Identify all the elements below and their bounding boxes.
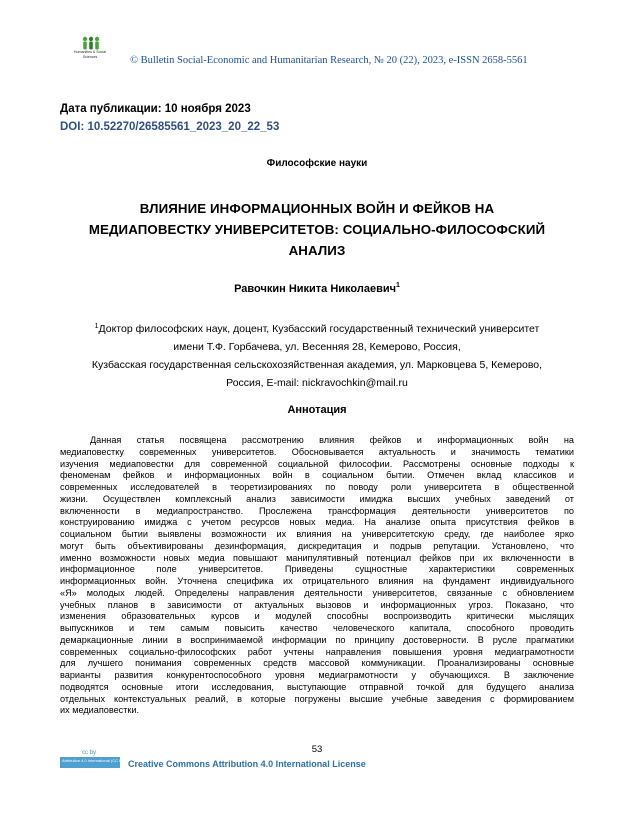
abstract-line: конструированию имиджа с учетом ресурсов новых медиа. На анализе опыта присутствия фейков в — [60, 517, 574, 528]
abstract-line: демаркационные линии в воспринимаемой информации по принципу достоверности. В русле прагматики — [60, 634, 574, 645]
abstract-line: для лучшего понимания современных средств массовой коммуникации. Проанализированы основные — [60, 658, 574, 669]
page-number: 53 — [311, 744, 323, 755]
abstract-line: подводятся основные итоги исследования, выступающие отправной точкой для будущего анализа — [60, 681, 574, 692]
abstract-line: выпускников и тем самым повысить качество человеческого капитала, способного проводить — [60, 623, 574, 633]
abstract-line: изучения медиаповестки для современной социальной философии. Рассмотрены основные подходы к — [60, 458, 574, 469]
abstract-line: «Я» молодых людей. Определены направления деятельности университетов, связанные с обновлением — [60, 587, 574, 598]
section-heading: Философские науки — [266, 158, 368, 169]
affiliation — [60, 318, 574, 392]
title-line: АНАЛИЗ — [288, 243, 346, 258]
title-line: ВЛИЯНИЕ ИНФОРМАЦИОННЫХ ВОЙН И ФЕЙКОВ НА — [139, 201, 495, 216]
journal-logo — [60, 36, 120, 72]
abstract-line: феноменам фейков и информационных войн в социальном бытии. Отмечен вклад классиков и — [60, 470, 574, 481]
author-name — [0, 282, 634, 295]
abstract-line: включенности в медиапространство. Прослежена трансформация деятельности университетов по — [60, 505, 574, 516]
article-title — [60, 198, 574, 261]
abstract-line: медиаповестку современных университетов. Обосновывается актуальность и значимость тематики — [60, 446, 574, 457]
abstract-line: изменения образовательных курсов и модулей способны воспроизводить критически мыслящих — [60, 611, 574, 622]
abstract-body — [60, 435, 574, 717]
journal-header: © Bulletin Social-Economic and Humanitarian Research, № 20 (22), 2023, e-ISSN 2658-5561 — [130, 55, 528, 66]
abstract-line: информационное поле университетов. Приведены сущностные характеристики современных — [60, 564, 574, 575]
abstract-line: их медиаповестки. — [60, 705, 140, 716]
affiliation-line: Кузбасская государственная сельскохозяйственная академия, ул. Марковцева 5, Кемерово, — [91, 359, 543, 371]
title-line: МЕДИАПОВЕСТКУ УНИВЕРСИТЕТОВ: СОЦИАЛЬНО-ФИЛОСОФСКИЙ — [88, 222, 546, 237]
logo-caption-1: Humanities & Social — [73, 50, 107, 54]
doi-link[interactable]: DOI: 10.52270/26585561_2023_20_22_53 — [60, 121, 280, 133]
abstract-line: отдельных контекстуальных реалий, в которые погружены высшие учебные заведения с формированием — [60, 693, 574, 704]
abstract-line: учебных планов в зависимости от актуальных вызовов и информационных угроз. Показано, что — [60, 599, 574, 610]
author-name-text: Равочкин Никита Николаевич — [234, 283, 396, 295]
affiliation-line: $^1$Доктор философских наук, доцент, Кузбасский государственный технический университет — [94, 323, 540, 335]
author-mark: 1 — [396, 282, 400, 289]
people-icon — [75, 36, 105, 50]
abstract-line: современных исследователей в теоретизированиях по поводу роли университета в общественной — [60, 482, 574, 492]
abstract-line: информационных войн. Уточнена специфика их отрицательного влияния на фундамент индивидуального — [60, 576, 574, 586]
publication-date: Дата публикации: 10 ноября 2023 — [60, 103, 251, 115]
abstract-line: жизни. Осуществлен комплексный анализ зависимости имиджа высших учебных заведений от — [60, 493, 574, 504]
license-link[interactable]: Creative Commons Attribution 4.0 International License — [128, 759, 366, 769]
affiliation-line: Россия, E-mail: nickravochkin@mail.ru — [226, 377, 408, 389]
cc-icon: cc by — [82, 750, 97, 756]
abstract-line: именно возможности новых медиа повышают манипулятивный потенциал фейков при их включенности в — [60, 552, 574, 563]
affiliation-line: имени Т.Ф. Горбачева, ул. Весенняя 28, Кемерово, Россия, — [173, 341, 461, 353]
abstract-line: социальном бытии выявлены возможности их влияния на университетскую среду, где наиболее ярко — [60, 529, 574, 539]
cc-caption: Attribution 4.0 International (CC BY 4.0) — [62, 758, 133, 763]
abstract-line: Данная статья посвящена рассмотрению влияния фейков и информационных войн на — [90, 435, 574, 445]
affiliation-mark: 1 — [94, 323, 99, 330]
abstract-line: варианты развития конкурентоспособного уровня медиаграмотности у обучающихся. В заключение — [60, 670, 574, 680]
logo-caption-2: Sciences — [82, 54, 98, 59]
abstract-line: современных социально-философских работ учтены направления повышения уровня медиаграмотности — [60, 646, 574, 657]
abstract-line: могут быть объективированы дезинформация, дискредитация и подрыв репутации. Установлено, что — [60, 540, 574, 551]
abstract-heading: Аннотация — [287, 404, 347, 416]
cc-license-badge[interactable] — [60, 750, 133, 768]
